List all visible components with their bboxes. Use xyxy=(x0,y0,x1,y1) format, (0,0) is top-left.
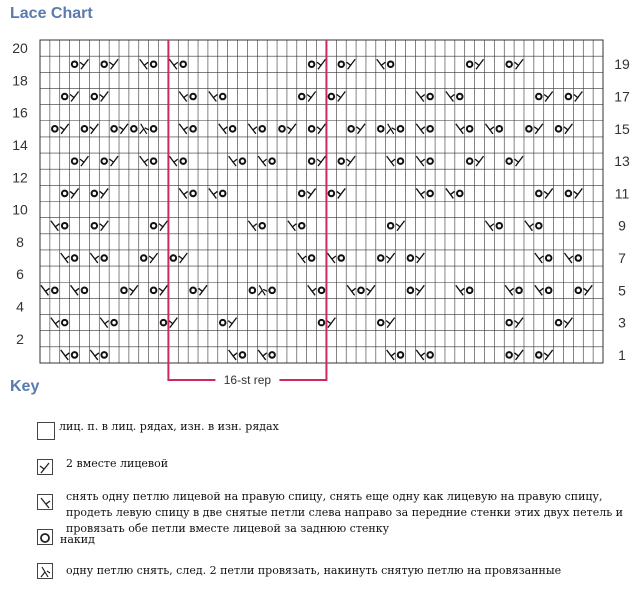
knit-icon xyxy=(37,422,55,440)
row-label-left: 12 xyxy=(12,169,28,186)
row-label-right: 17 xyxy=(614,88,630,105)
row-label-right: 11 xyxy=(614,185,630,202)
repeat-label: 16-st rep xyxy=(223,373,272,387)
key-title: Key xyxy=(10,378,40,395)
chart-grid xyxy=(40,40,603,363)
row-label-right: 3 xyxy=(618,314,626,331)
row-label-left: 8 xyxy=(16,233,24,250)
row-label-right: 9 xyxy=(618,217,626,234)
key-text: 2 вместе лицевой xyxy=(66,457,169,470)
row-label-right: 5 xyxy=(618,282,626,299)
row-label-right: 7 xyxy=(618,250,626,267)
key-text: одну петлю снять, след. 2 петли провязать, накинуть снятую петлю на провязанные xyxy=(66,564,562,577)
ssk-icon xyxy=(37,494,53,510)
row-label-right: 1 xyxy=(618,346,626,363)
row-label-right: 15 xyxy=(614,120,630,137)
row-label-left: 20 xyxy=(12,40,28,57)
chart-title: Lace Chart xyxy=(10,5,93,22)
key-text: снять одну петлю лицевой на правую спицу, снять еще одну как лицевую на правую спицу, продеть левую спицу в две снятые петли слева направо за передние стенки этих двух петель и провязать обе петли вместе лицевой за заднюю стенку xyxy=(66,490,624,535)
sk2p-icon xyxy=(37,563,53,579)
key-text: накид xyxy=(60,533,95,546)
row-label-right: 19 xyxy=(614,56,630,73)
row-label-right: 13 xyxy=(614,153,630,170)
key-text: лиц. п. в лиц. рядах, изн. в изн. рядах xyxy=(59,420,279,433)
row-label-left: 4 xyxy=(16,298,24,315)
row-label-left: 16 xyxy=(12,104,28,121)
k2tog-icon xyxy=(37,459,53,475)
row-label-left: 10 xyxy=(12,201,28,218)
row-label-left: 18 xyxy=(12,72,28,89)
yo-icon xyxy=(37,529,53,545)
row-label-left: 14 xyxy=(12,136,28,153)
row-label-left: 2 xyxy=(16,330,24,347)
row-label-left: 6 xyxy=(16,266,24,283)
